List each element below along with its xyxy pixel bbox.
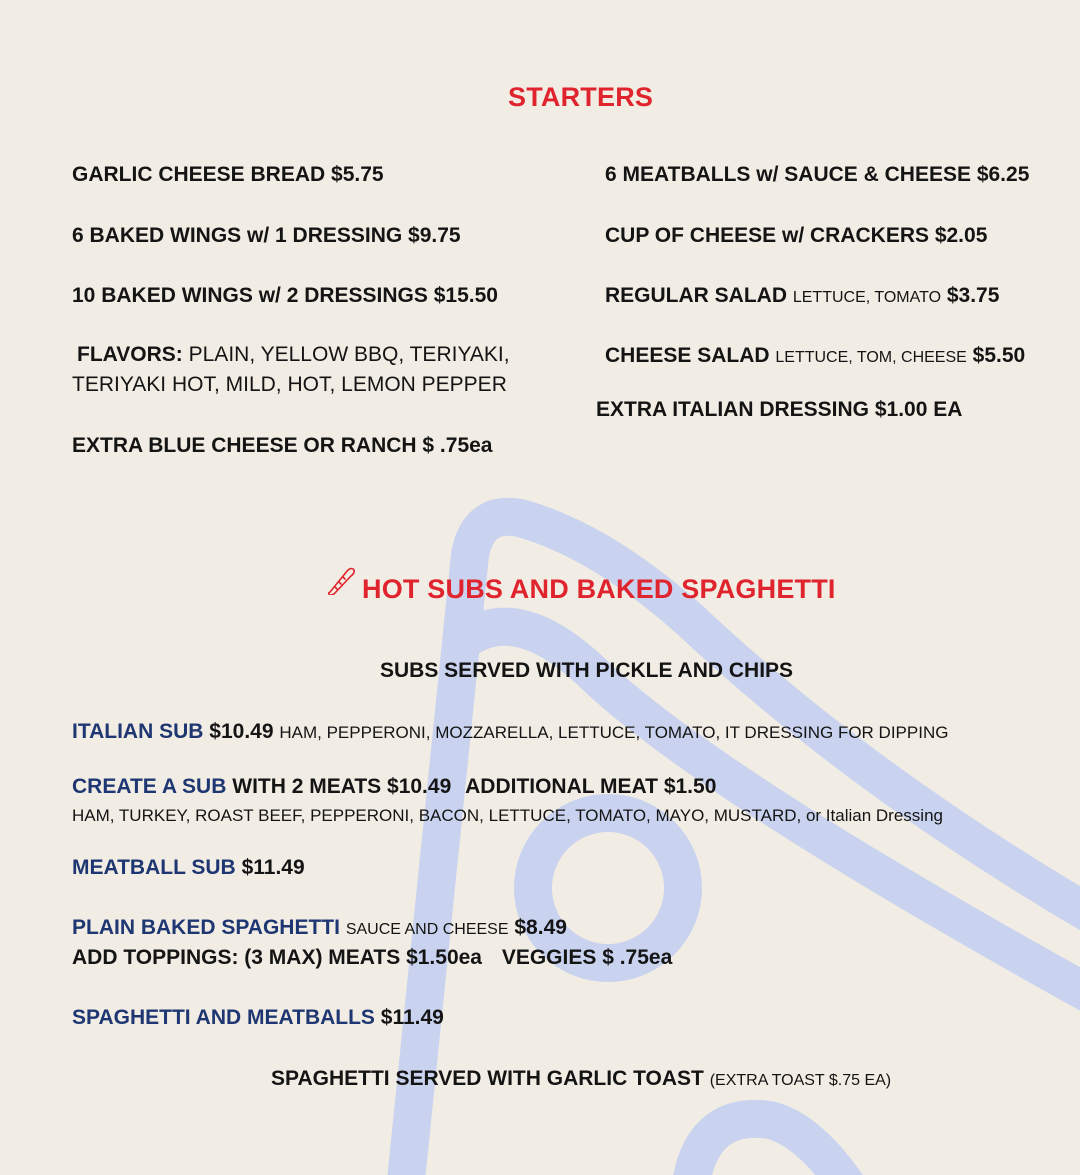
- meatball-sub-name: MEATBALL SUB: [72, 856, 236, 879]
- cup-of-cheese-item: CUP OF CHEESE w/ CRACKERS $2.05: [605, 224, 988, 247]
- garlic-cheese-bread-item: GARLIC CHEESE BREAD $5.75: [72, 163, 384, 186]
- flavors-line-1: [77, 343, 510, 367]
- cheese-salad-desc: LETTUCE, TOM, CHEESE: [775, 349, 967, 366]
- regular-salad-name: REGULAR SALAD: [605, 284, 787, 307]
- spaghetti-meatballs-price: $11.49: [380, 1006, 444, 1029]
- baked-wings-6-item: 6 BAKED WINGS w/ 1 DRESSING $9.75: [72, 224, 461, 247]
- hot-subs-heading: HOT SUBS AND BAKED SPAGHETTI: [362, 574, 836, 604]
- toppings-meats: ADD TOPPINGS: (3 MAX) MEATS $1.50ea: [72, 946, 482, 969]
- regular-salad-desc: LETTUCE, TOMATO: [792, 289, 942, 306]
- create-a-sub-name: CREATE A SUB: [72, 775, 227, 798]
- cheese-salad-price: $5.50: [972, 344, 1026, 367]
- extra-blue-cheese-item: EXTRA BLUE CHEESE OR RANCH $ .75ea: [72, 434, 493, 457]
- italian-sub-item: [72, 720, 948, 744]
- create-a-sub-options: HAM, TURKEY, ROAST BEEF, PEPPERONI, BACON, LETTUCE, TOMATO, MAYO, MUSTARD, or Italian Dressing: [72, 806, 943, 825]
- flavors-line-2: TERIYAKI HOT, MILD, HOT, LEMON PEPPER: [72, 373, 507, 396]
- italian-sub-desc: HAM, PEPPERONI, MOZZARELLA, LETTUCE, TOMATO, IT DRESSING FOR DIPPING: [279, 723, 949, 742]
- cheese-salad-item: [605, 344, 1025, 368]
- flavors-list-1: PLAIN, YELLOW BBQ, TERIYAKI,: [188, 343, 510, 366]
- meatball-sub-item: [72, 856, 305, 880]
- starters-heading: STARTERS: [508, 82, 654, 112]
- meatballs-item: 6 MEATBALLS w/ SAUCE & CHEESE $6.25: [605, 163, 1030, 186]
- italian-sub-price: $10.49: [209, 720, 274, 743]
- plain-spaghetti-price: $8.49: [514, 916, 567, 939]
- additional-meat-price: ADDITIONAL MEAT $1.50: [465, 775, 717, 798]
- cheese-salad-name: CHEESE SALAD: [605, 344, 770, 367]
- meatball-sub-price: $11.49: [241, 856, 305, 879]
- subs-served-note: SUBS SERVED WITH PICKLE AND CHIPS: [380, 659, 794, 682]
- toppings-veggies: VEGGIES $ .75ea: [501, 946, 673, 969]
- extra-italian-dressing-item: EXTRA ITALIAN DRESSING $1.00 EA: [596, 398, 963, 421]
- create-a-sub-item: [72, 775, 716, 799]
- plain-spaghetti-item: [72, 916, 567, 940]
- regular-salad-price: $3.75: [946, 284, 1000, 307]
- plain-spaghetti-name: PLAIN BAKED SPAGHETTI: [72, 916, 340, 939]
- regular-salad-item: [605, 284, 999, 308]
- sub-sandwich-icon: [326, 565, 356, 595]
- plain-spaghetti-desc: SAUCE AND CHEESE: [345, 921, 509, 938]
- create-a-sub-price: WITH 2 MEATS $10.49: [232, 775, 452, 798]
- garlic-toast-text: SPAGHETTI SERVED WITH GARLIC TOAST: [271, 1067, 704, 1090]
- extra-toast-price: (EXTRA TOAST $.75 EA): [709, 1072, 892, 1089]
- spaghetti-meatballs-item: [72, 1006, 444, 1030]
- flavors-label: FLAVORS:: [77, 343, 183, 366]
- toppings-line: [72, 946, 672, 970]
- garlic-toast-note: [271, 1067, 891, 1091]
- italian-sub-name: ITALIAN SUB: [72, 720, 204, 743]
- spaghetti-meatballs-name: SPAGHETTI AND MEATBALLS: [72, 1006, 375, 1029]
- baked-wings-10-item: 10 BAKED WINGS w/ 2 DRESSINGS $15.50: [72, 284, 498, 307]
